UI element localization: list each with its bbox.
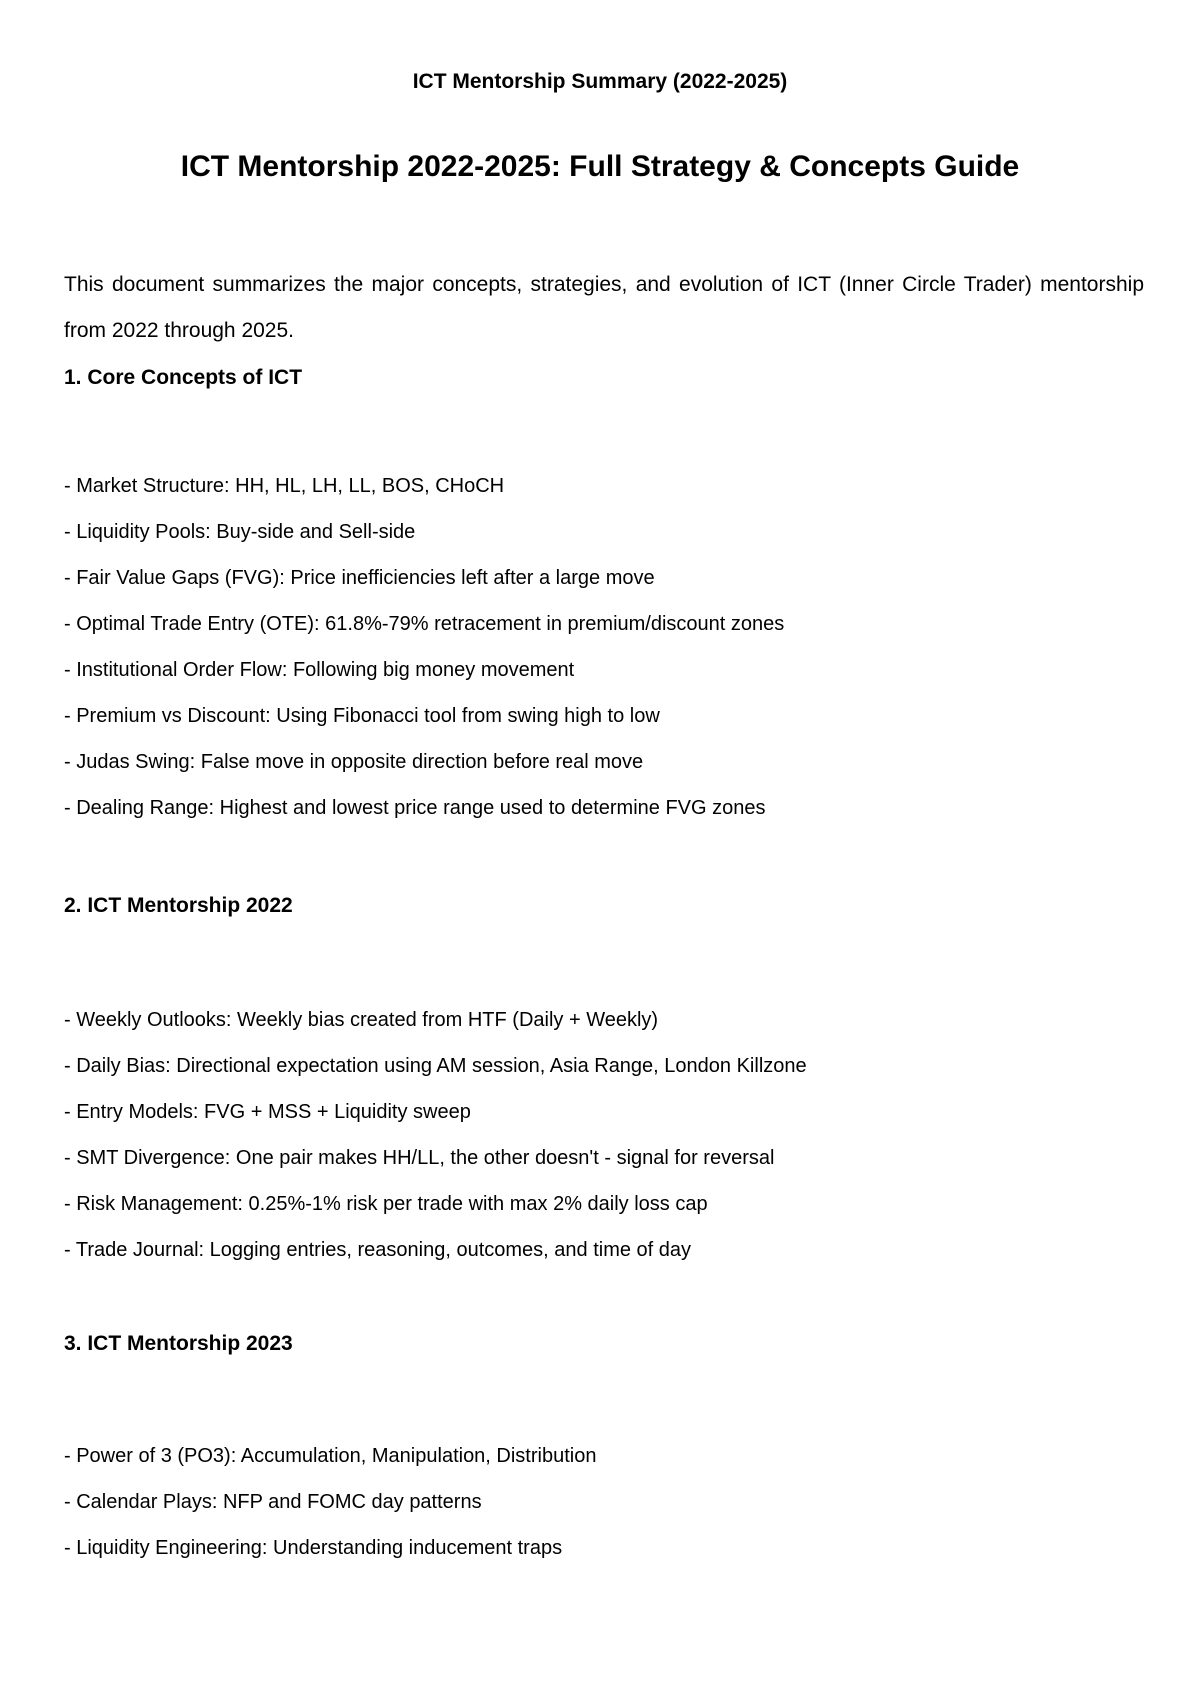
mentorship-2023-list (64, 1433, 596, 1571)
list-item: - Market Structure: HH, HL, LH, LL, BOS, CHoCH (64, 475, 505, 497)
list-item: - Optimal Trade Entry (OTE): 61.8%-79% retracement in premium/discount zones (64, 613, 785, 635)
intro-paragraph: This document summarizes the major concepts, strategies, and evolution of ICT (Inner Circle Trader) mentorship from 2022 through 2025. (64, 273, 1144, 342)
list-item: - SMT Divergence: One pair makes HH/LL, the other doesn't - signal for reversal (64, 1147, 775, 1169)
section-heading-core-concepts: 1. Core Concepts of ICT (64, 366, 303, 389)
list-item: - Power of 3 (PO3): Accumulation, Manipulation, Distribution (64, 1445, 597, 1467)
list-item: - Calendar Plays: NFP and FOMC day patterns (64, 1491, 482, 1513)
section-heading-mentorship-2022: 2. ICT Mentorship 2022 (64, 894, 293, 917)
list-item: - Trade Journal: Logging entries, reasoning, outcomes, and time of day (64, 1239, 692, 1261)
list-item: - Judas Swing: False move in opposite direction before real move (64, 751, 644, 773)
list-item: - Daily Bias: Directional expectation using AM session, Asia Range, London Killzone (64, 1055, 807, 1077)
core-concepts-list (64, 463, 784, 831)
mentorship-2022-list (64, 997, 807, 1273)
list-item: - Institutional Order Flow: Following big money movement (64, 659, 575, 681)
list-item: - Dealing Range: Highest and lowest price range used to determine FVG zones (64, 797, 766, 819)
section-heading-mentorship-2023: 3. ICT Mentorship 2023 (64, 1332, 293, 1355)
page-header: ICT Mentorship Summary (2022-2025) (412, 70, 788, 93)
list-item: - Premium vs Discount: Using Fibonacci tool from swing high to low (64, 705, 660, 727)
list-item: - Fair Value Gaps (FVG): Price inefficiencies left after a large move (64, 567, 655, 589)
list-item: - Liquidity Engineering: Understanding inducement traps (64, 1537, 563, 1559)
list-item: - Risk Management: 0.25%-1% risk per trade with max 2% daily loss cap (64, 1193, 708, 1215)
list-item: - Liquidity Pools: Buy-side and Sell-side (64, 521, 416, 543)
document-title: ICT Mentorship 2022-2025: Full Strategy & Concepts Guide (180, 150, 1020, 183)
list-item: - Entry Models: FVG + MSS + Liquidity sweep (64, 1101, 471, 1123)
list-item: - Weekly Outlooks: Weekly bias created from HTF (Daily + Weekly) (64, 1009, 659, 1031)
